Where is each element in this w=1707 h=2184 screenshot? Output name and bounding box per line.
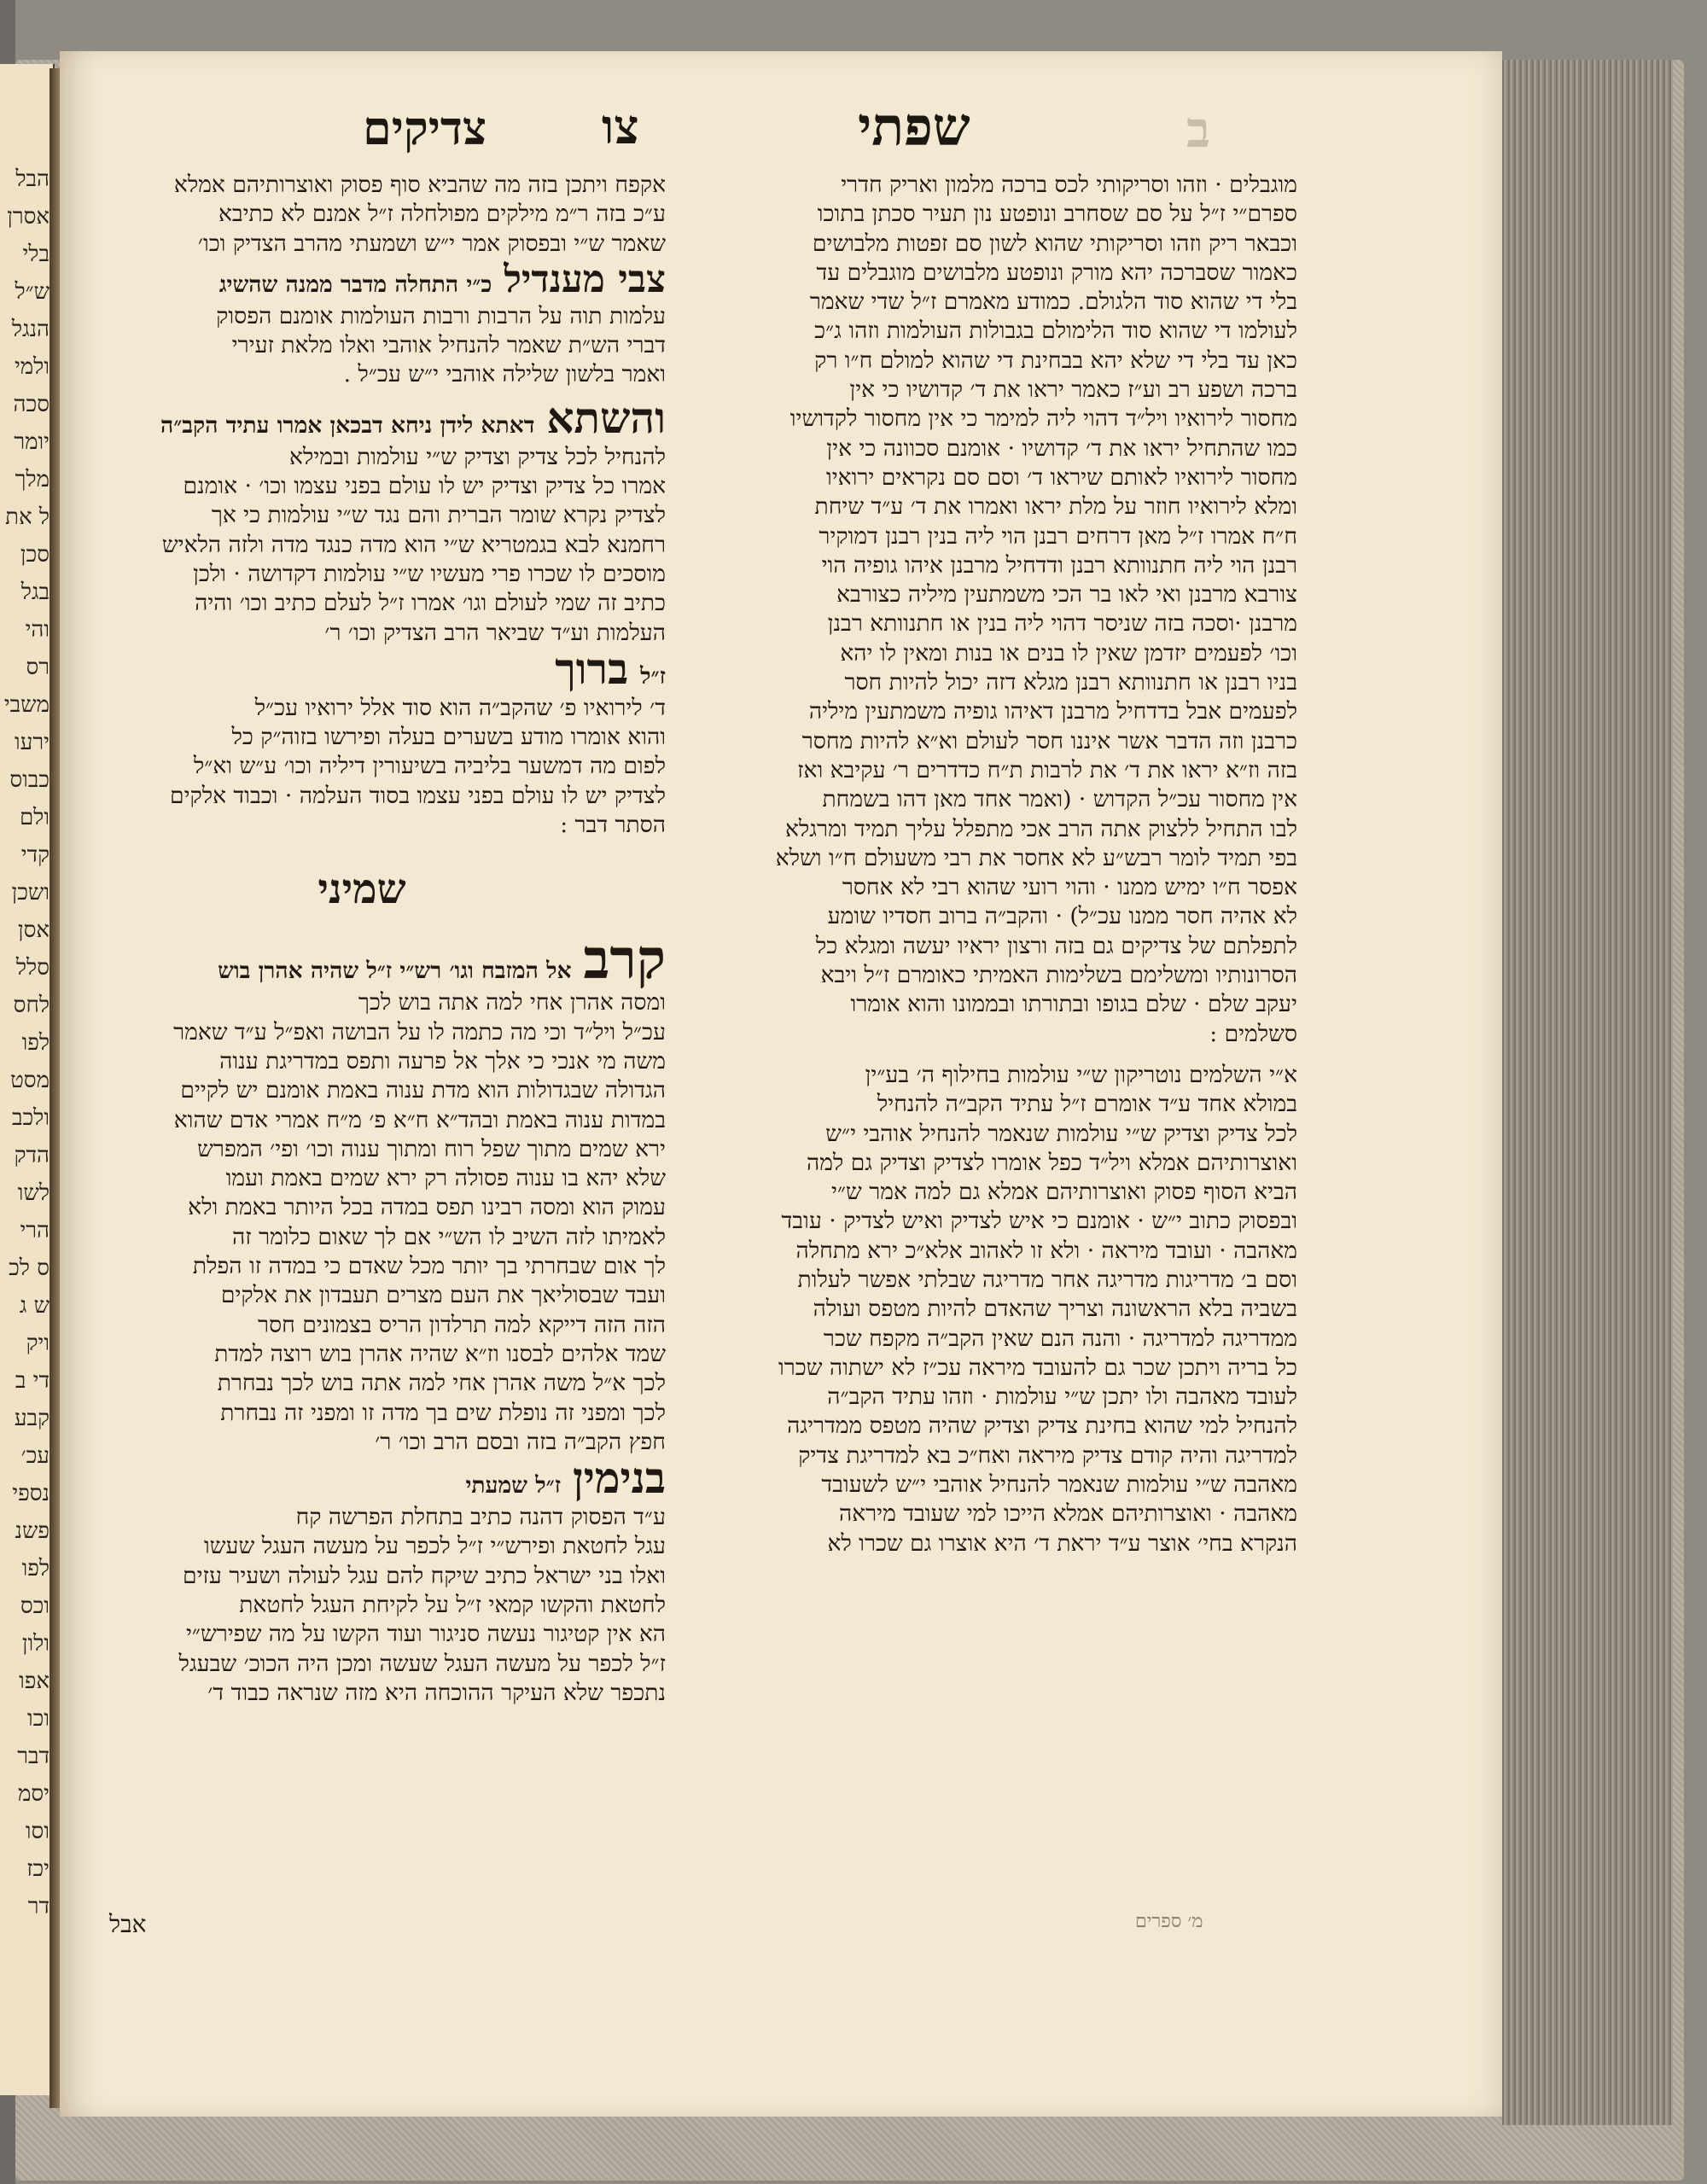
left-page-fragment: סכן	[20, 542, 50, 568]
text-line: הביא הסוף פסוק ואוצרותיהם אמלא גם למה אמר ש״י	[831, 1179, 1297, 1206]
text-line: שאמר ש״י ובפסוק אמר י״ש ושמעתי מהרב הצדיק וכו׳	[197, 230, 666, 257]
text-line: מאהבה · ועובד מיראה · ולא זו לאהוב אלא״כ ירא מתחלה	[795, 1237, 1297, 1264]
text-line: עכ״ל ויל״ד וכי מה כתמה לו על הבושה ואפ״ל ע״ד שאמר	[173, 1018, 666, 1045]
text-line: ח״ח אמרו ז״ל מאן דרחים רבנן הוי ליה בנין רבנן דמוקיר	[819, 522, 1297, 550]
text-line: כמו שהתחיל יראו את ד׳ קדושיו · אומנם סכוונה כי אין	[826, 434, 1297, 462]
text-line: להנחיל לכל צדיק וצדיק ש״י עולמות ובמילא	[289, 443, 666, 470]
text-line: אין מחסור עכ״ל הקדוש · (ואמר אחד מאן דהו בשמחת	[822, 786, 1297, 813]
text-line: הסרונותיו ומשלימם בשלימות האמיתי כאומרם ז״ל ויבא	[820, 962, 1297, 989]
text-line: במולא אחד ע״ד אומרם ז״ל עתיד הקב״ה להנחיל	[877, 1091, 1297, 1118]
left-page-fragment: לחס	[13, 993, 50, 1018]
text-line: ואמר בלשון שלילה אוהבי י״ש עכ״ל .	[343, 361, 666, 388]
text-line: למדריגה והיה קודם צדיק מיראה ואח״כ בא למדריגת צדיק	[798, 1441, 1297, 1469]
left-column-paragraph-7	[58, 1503, 666, 1708]
left-page-fragment: ושכן	[11, 880, 50, 906]
heading-karav-rest: אל המזבח וגו׳ רש״י ז״ל שהיה אהרן בוש	[218, 958, 572, 985]
left-page-fragment: לשו	[17, 1180, 50, 1206]
left-page-fragment: סלל	[15, 955, 50, 981]
text-line: וכבאר ריק וזהו וסריקותי שהוא לשון סם זפטות מלבושים	[812, 230, 1297, 257]
heading-vehashta-rest: דאתא לידן ניחא דבכאן אמרו עתיד הקב״ה	[160, 411, 535, 439]
left-page-edge	[0, 64, 55, 2095]
section-title-shemini: שמיני	[318, 865, 406, 914]
text-line: עגל לחטאת ופירש״י ז״ל לכפר על מעשה העגל שעשו	[204, 1533, 666, 1560]
text-line: כאן עד בלי די שלא יהא בבחינת די שהוא למולם ח״ו רק	[814, 347, 1297, 374]
text-line: ע״ד הפסוק דהנה כתיב בתחלת הפרשה קח	[295, 1504, 666, 1531]
text-line: לכך ומפני זה נופלת שים בך מדה זו ומפני זה נבחרת	[220, 1399, 666, 1426]
left-page-fragment: יכז	[26, 1856, 50, 1882]
left-page-fragment: יסמ	[17, 1781, 50, 1807]
page-number: צו	[602, 99, 639, 155]
heading-binyamin-rest: ז״ל שמעתי	[465, 1472, 562, 1500]
text-line: בניו רבנן או חתנוותא רבנן מגלא דזה יכול להיות חסר	[844, 669, 1297, 696]
left-page-fragment: ולמי	[14, 354, 50, 380]
text-line: לאמיתו לזה השיב לו הש״י אם לך שאום כלומר זה	[232, 1223, 666, 1250]
text-line: שמד אלהים לבסנו וז״א שהיה אהרן בוש רוצה למדת	[214, 1340, 666, 1367]
text-line: לכל צדיק וצדיק ש״י עולמות שנאמר להנחיל אוהבי י״ש	[825, 1120, 1297, 1147]
text-line: דברי הש״ת שאמר להנחיל אוהבי ואלו מלאת זעירי	[231, 332, 666, 359]
text-line: ספרם״י ז״ל על סם שסחרב ונופטע נון תעיר סכתן בתוכו	[817, 201, 1297, 228]
left-page-fragment: בלי	[22, 242, 50, 267]
left-page-fragment: רס	[26, 655, 50, 680]
text-line: לעולמו די שהוא סוד הלימולם בגבולות העולמות וזהו ג״כ	[814, 317, 1297, 345]
left-page-fragment: קדי	[20, 842, 50, 868]
text-line: מאהבה ש״י עולמות שנאמר להנחיל אוהבי י״ש לשעובד	[821, 1471, 1297, 1499]
left-page-fragment: הדק	[14, 1143, 50, 1168]
right-column-paragraph-1	[683, 171, 1297, 1049]
left-page-fragment: די ב	[15, 1368, 50, 1394]
text-line: לצדיק יש לו עולם בפני עצמו בסוד העלמה · וכבוד אלקים	[170, 782, 666, 809]
left-page-fragment: ל את	[5, 504, 50, 530]
text-line: בלי די שהוא סוד הלגולם. כמודע מאמרם ז״ל שדי שאמר	[809, 288, 1297, 316]
text-line: עלמות תוה על הרבות ורבות העולמות אומנם הפסוק	[216, 302, 666, 329]
text-line: ומסה אהרן אחי למה אתה בוש לכך	[358, 989, 666, 1016]
heading-tzvi-mendel: צבי מענדיל	[504, 257, 666, 301]
text-line: וסם ב׳ מדריגות מדריגה אחר מדריגה שבלתי אפשר לעלות	[797, 1266, 1297, 1293]
text-line: כאמור שסברכה יהא מורק ונופטע מלבושים מוגבלים עד	[816, 259, 1297, 286]
heading-line-karav	[58, 928, 666, 993]
text-line: הזה הזה דייקא למה תרלדון הריס בצמונים חסר	[258, 1311, 666, 1338]
heading-vehashta: והשתא	[546, 392, 666, 443]
header-left-word: צדיקים	[363, 101, 487, 155]
text-line: בפי תמיד לומר רבש״ע לא אחסר את רבי משעולם ח״ו ושלא	[775, 844, 1297, 871]
text-line: נתכפר שלא העיקר ההוכחה היא מזה שנראה כבוד ד׳	[207, 1679, 666, 1706]
text-line: לחטאת והקשו קמאי ז״ל על לקיחת העגל לחטאת	[239, 1591, 666, 1618]
left-page-fragment: אפו	[19, 1669, 50, 1694]
left-column-paragraph-3	[58, 443, 666, 648]
left-page-fragment: מלך	[15, 467, 50, 492]
heading-line-baruch	[58, 643, 666, 694]
text-line: ז״ל לכפר על מעשה העגל שעשה ומכן היה הכוכ׳ שבעגל	[178, 1650, 666, 1677]
text-line: ממדריגה למדריגה · והנה הנם שאין הקב״ה מקפח שכר	[823, 1325, 1297, 1352]
left-page-fragment: לפו	[21, 1556, 50, 1581]
text-line: הא אין קטיגור נעשה סניגור ועוד הקשו על מה שפירש״י	[185, 1621, 666, 1648]
text-line: מאהבה · ואוצרותיהם אמלא הייכו למי שעובד מיראה	[838, 1500, 1297, 1528]
left-page-fragment: הבל	[15, 166, 50, 192]
text-line: בזה וז״א יראו את ד׳ את לרבות ת״ח כדדרים ר׳ עקיבא ואז	[797, 756, 1297, 783]
left-page-fragment: יומר	[14, 429, 50, 455]
left-page-fragment: והי	[25, 617, 50, 643]
text-line: עמוק הוא ומסה רבינו תפס במדה בכל היותר באמת ולא	[188, 1194, 666, 1221]
text-line: רחמנא לבא בגמטריא ש״י הוא מדה כנגד מדה ולזה הלאיש	[161, 531, 666, 558]
left-page-fragment: לפו	[21, 1030, 50, 1056]
text-line: צורבא מרבנן ואי לאו בר הכי משמתעין מיליה כצורבא	[836, 581, 1297, 609]
text-line: כרבנן וזה הדבר אשר איננו חסר לעולם וא״א להיות מחסר	[801, 727, 1297, 754]
right-column-paragraph-2	[683, 1061, 1297, 1558]
left-page-fragment: בגל	[20, 579, 50, 605]
text-line: לך אום שבחרתי בך יותר מכל שאדם כי במדה זו הפלת	[192, 1253, 666, 1280]
left-text-column	[58, 171, 666, 1708]
text-line: לכך א״ל משה אהרן אחי למה אתה בוש לכך נבחרת	[217, 1370, 666, 1397]
text-line: לתפלתם של צדיקים גם בזה ורצון יראיו יעשה ומגלא כל	[815, 932, 1297, 959]
text-line: ירא שמים מתוך שפל רוח ומתוך ענוה וכו׳ ופי׳ המפרש	[197, 1135, 666, 1162]
left-column-paragraph-5	[58, 988, 666, 1427]
text-line: ועבד שבסוליאך את העם מצרים תעבדון את אלקים	[220, 1282, 666, 1309]
left-column-paragraph-4	[58, 694, 666, 840]
left-page-fragment: מסט	[10, 1068, 50, 1093]
text-line: בשביה בלא הראשונה וצריך שהאדם להיות מטפס ועולה	[813, 1296, 1297, 1323]
left-column-paragraph-1	[58, 171, 666, 259]
text-line: כל בריה ויתכן שכר גם להעובד מיראה עכ״ז לא ישתוה שכרו	[778, 1354, 1297, 1381]
text-line: הגדולה שבגדולות הוא מדת ענוה באמת אומנם יש לקיים	[180, 1077, 666, 1104]
left-page-fragment: ש״ל	[15, 279, 50, 305]
left-page-fragment: אסן	[17, 917, 50, 943]
text-line: ע״כ בזה ר״מ מילקים מפולחלה ז״ל אמנם לא כתיבא	[218, 201, 666, 228]
heading-tzvi-mendel-rest: כ״י התחלה מדבר ממנה שהשיג	[218, 271, 492, 298]
text-line: א״י השלמים נוטריקון ש״י עולמות בחילוף ה׳ בע״ין	[865, 1061, 1297, 1088]
left-page-fragment: ירעו	[15, 730, 50, 755]
text-line: הסתר דבר :	[560, 812, 666, 839]
text-line: לפעמים אבל בדדחיל מרבנן דאיהו גופיה משמתעין מיליה	[808, 698, 1297, 725]
text-line: ובפסוק כתוב י״ש · אומנם כי איש לצדיק ואיש לצדיק · עובד	[781, 1208, 1297, 1235]
heading-baruch: ברוך	[555, 643, 629, 694]
text-line: להנחיל למי שהוא בחינת צדיק וצדיק שהיה מטפס ממדריגה	[787, 1412, 1297, 1440]
text-line: במדות ענוה באמת ובהד״א ח״א פ׳ מ״ח אמרי אדם שהוא	[173, 1106, 666, 1133]
library-stamp: מ׳ ספרים	[1135, 1911, 1203, 1932]
header-right-word: שפתי	[858, 96, 970, 158]
text-line: לא אהיה חסר ממנו עכ״ל) · והקב״ה ברוב חסדיו שומע	[827, 903, 1297, 930]
left-page-fragment: סכה	[13, 392, 50, 417]
text-line: חפץ הקב״ה בזה ובסם הרב וכו׳ ר׳	[375, 1428, 666, 1455]
text-line: אמרו כל צדיק וצדיק יש לו עולם בפני עצמו וכו׳ · אומנם	[183, 473, 666, 500]
text-line: רבנן הוי ליה חתנוותא רבנן ודדחיל מרבנן איהו גופיה הוי	[821, 551, 1297, 579]
text-line: ואוצרותיהם אמלא ויל״ד כפל אומרו לצדיק וצדיק גם למה	[806, 1149, 1297, 1176]
text-line: ד׳ לירואיו פ׳ שהקב״ה הוא סוד אלל ירואיו עכ״ל	[254, 694, 666, 721]
heading-baruch-prefix: ז״ל	[640, 662, 666, 690]
heading-line-tzvi-mendel	[58, 259, 666, 302]
left-page-fragment: קבע	[14, 1406, 50, 1431]
right-text-column	[683, 171, 1297, 1558]
text-line: משה מי אנכי כי אלך אל פרעה ותפס במדריגת ענוה	[219, 1047, 666, 1075]
text-line: ברכה ושפע רב וע״ז כאמר יראו את ד׳ קדושיו כי אין	[849, 376, 1297, 404]
left-page-fragment: פשנ	[15, 1518, 50, 1544]
text-line: וכו׳ לפעמים יזדמן שאין לו בנים או בנות ומאין לו יהא	[840, 639, 1297, 667]
left-page-fragment: משבי	[3, 692, 50, 718]
page-block-edge	[1502, 60, 1673, 2125]
text-line: מוגבלים · וזהו וסריקותי לכס ברכה מלמון ואריק חדרי	[841, 172, 1297, 198]
text-line: אפסר ח״ו ימיש ממנו · והוי רועי שהוא רבי לא אחסר	[842, 874, 1297, 901]
text-line: לבו התחיל ללצוק אתה הרב אכי מתפלל עליך תמיד ומרגלא	[785, 815, 1297, 842]
text-line: מחסור לירואיו ויל״ד דהוי ליה למימר כי אין מחסור לקדושיו	[789, 405, 1297, 433]
text-line: הנקרא בחי׳ אוצר ע״ד יראת ד׳ היא אוצרו גם שכרו לא	[827, 1529, 1297, 1557]
text-line: כתיב זה שמי לעולם וגו׳ אמרו ז״ל לעלם כתיב וכו׳ והיה	[195, 590, 666, 617]
left-page-fragment: ש ג	[19, 1293, 50, 1319]
left-page-fragment: וכס	[20, 1593, 50, 1619]
faint-header-mark: ב	[1186, 101, 1210, 159]
left-page-fragment: ולם	[19, 805, 50, 830]
left-page-fragment: ויק	[26, 1331, 50, 1356]
left-column-paragraph-2	[58, 302, 666, 390]
text-line: מרבנן ·וסכה בזה שניסר דהוי ליה בנין או חתנוותא רבנן	[827, 610, 1297, 638]
left-page-fragment: הנגל	[11, 317, 50, 342]
left-page-fragment: וכו	[26, 1706, 50, 1732]
catchword: אבל	[109, 1910, 147, 1938]
text-line: מוסכים לו שכרו פרי מעשיו ש״י עולמות דקדושה · ולכן	[193, 560, 666, 587]
left-page-fragment: דר	[27, 1894, 50, 1919]
left-page-fragment: נספי	[12, 1481, 50, 1506]
text-line: ומלא לירואיו חוזר על מלת יראו ואמרו את ד׳ ע״ד שיחת	[814, 493, 1297, 521]
text-line: שלא יהא בו ענוה פסולה רק ירא שמים באמת ועמו	[225, 1165, 666, 1192]
text-line: סשלמים :	[1209, 1020, 1297, 1047]
heading-line-vehashta	[58, 392, 666, 443]
left-page-fragment: וסו	[25, 1819, 50, 1844]
left-page-fragment: הרי	[20, 1218, 50, 1243]
text-line: והוא אומרו מודע בשערים בעלה ופירשו בזוה״ק כל	[231, 724, 666, 751]
left-page-fragment: כבוס	[9, 767, 50, 793]
text-line: אקפח ויתכן בזה מה שהביא סוף פסוק ואוצרותיהם אמלא	[173, 172, 666, 198]
left-page-fragment: ולון	[21, 1631, 50, 1657]
heading-binyamin: בנימין	[573, 1453, 666, 1504]
text-line: ואלו בני ישראל כתיב שיקח להם עגל לעולה ושעיר עזים	[183, 1562, 666, 1589]
text-line: לפום מה דמשער בליביה בשיעורין דיליה וכו׳ ע״ש וא״ל	[193, 753, 666, 780]
text-line: מחסור לירואיו לאותם שיראו ד׳ וסם סם נקראים ירואיו	[825, 463, 1297, 491]
text-line: יעקב שלם · שלם בגופו ובתורתו ובממונו והוא אומרו	[850, 991, 1297, 1018]
text-line: לצדיק נקרא שומר הברית והם נגד ש״י עולמות כי אך	[211, 502, 666, 529]
left-page-fragment: עכ׳	[20, 1443, 50, 1469]
heading-line-binyamin	[58, 1453, 666, 1504]
left-page-fragment: ולכב	[11, 1105, 50, 1131]
heading-karav: קרב	[583, 928, 666, 993]
text-line: לעובד מאהבה ולו יתכן ש״י עולמות · וזהו עתיד הקב״ה	[827, 1383, 1297, 1411]
left-page-fragment: דבר	[17, 1744, 50, 1769]
left-page-fragment: אסרן	[7, 204, 50, 230]
text-line: העלמות וע״ד שביאר הרב הצדיק וכו׳ ר׳	[324, 619, 666, 646]
left-page-fragment: ס לכ	[9, 1255, 50, 1281]
